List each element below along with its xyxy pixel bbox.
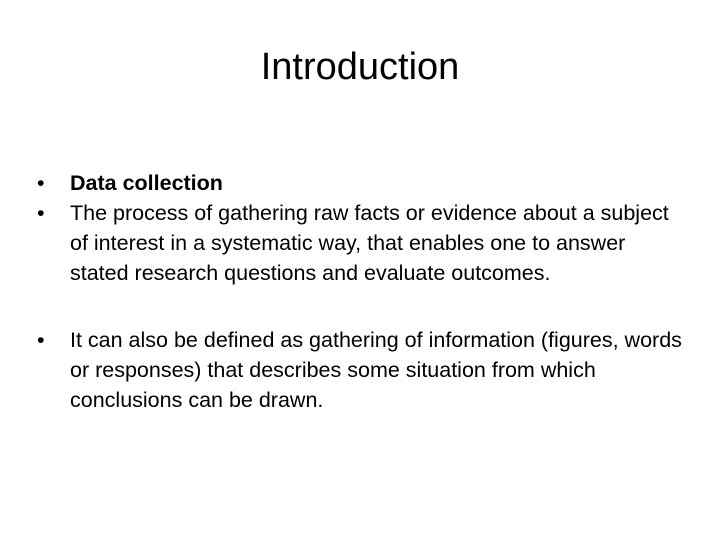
bullet-item-alternate-definition bbox=[37, 325, 687, 415]
bullet-item-definition bbox=[37, 198, 687, 288]
bullet-icon: • bbox=[37, 201, 45, 225]
bullet-icon: • bbox=[37, 171, 45, 195]
slide-title: Introduction bbox=[260, 46, 460, 88]
bullet-text: Data collection bbox=[70, 171, 223, 195]
bullet-item-data-collection bbox=[37, 168, 687, 198]
bullet-text: It can also be defined as gathering of information (figures, words or responses) that describes some situation from which conclusions can be drawn. bbox=[70, 328, 682, 412]
bullet-text: The process of gathering raw facts or evidence about a subject of interest in a systematic way, that enables one to answer stated research questions and evaluate outcomes. bbox=[70, 201, 669, 285]
bullet-list bbox=[37, 168, 687, 415]
bullet-icon: • bbox=[37, 328, 45, 352]
